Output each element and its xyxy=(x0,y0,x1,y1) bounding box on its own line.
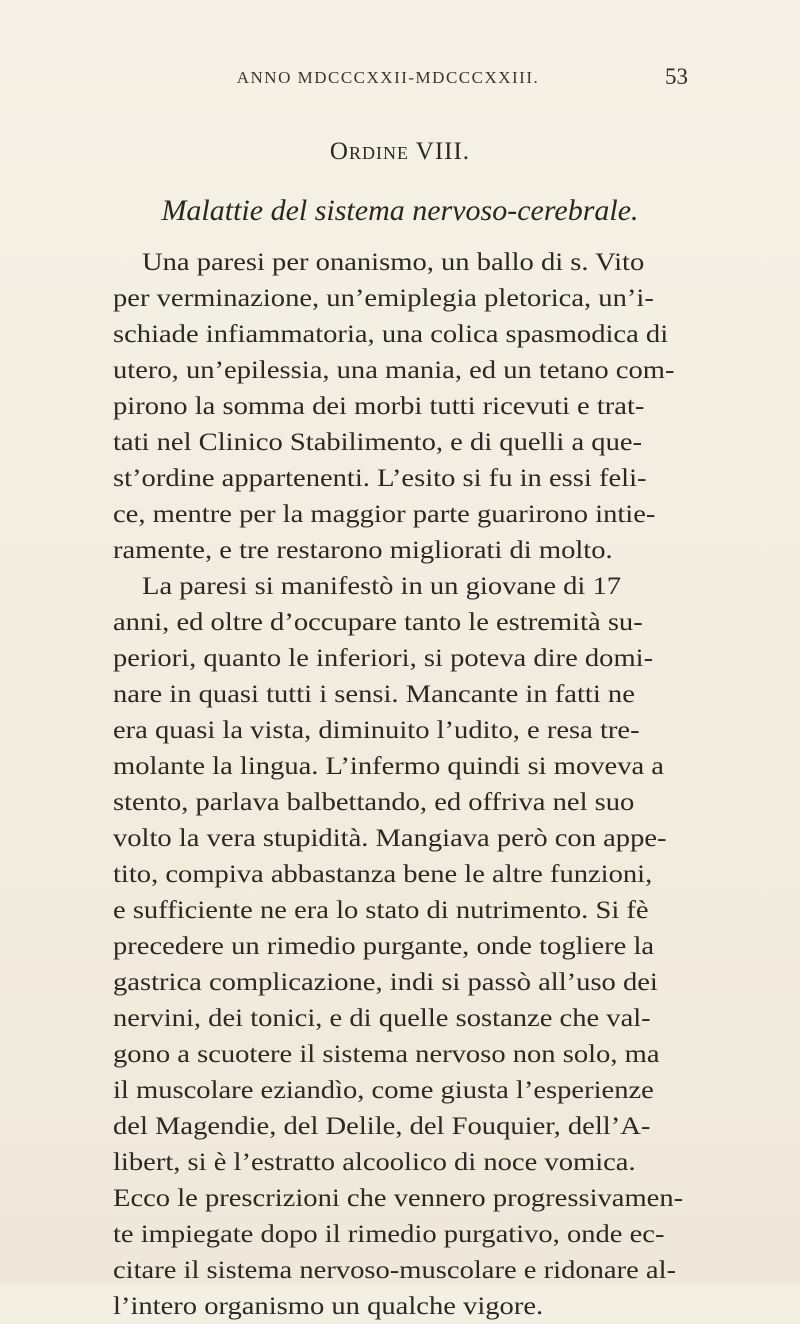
text-line: utero, un’epilessia, una mania, ed un tetano com- xyxy=(113,355,675,384)
text-line: citare il sistema nervoso-muscolare e ridonare al- xyxy=(113,1255,677,1284)
running-title: ANNO MDCCCXXII-MDCCCXXIII. xyxy=(236,68,540,87)
text-line: pirono la somma dei morbi tutti ricevuti e trat- xyxy=(113,391,645,420)
text-line: ramente, e tre restarono migliorati di molto. xyxy=(113,535,613,564)
text-line: libert, si è l’estratto alcoolico di noce vomica. xyxy=(113,1147,636,1176)
text-line: molante la lingua. L’infermo quindi si moveva a xyxy=(113,751,664,780)
text-line: nare in quasi tutti i sensi. Mancante in fatti ne xyxy=(113,679,635,708)
text-line: tati nel Clinico Stabilimento, e di quelli a que- xyxy=(113,427,643,456)
text-line: La paresi si manifestò in un giovane di 17 xyxy=(142,571,622,600)
text-line: gastrica complicazione, indi si passò all’uso dei xyxy=(113,967,658,996)
text-line: l’intero organismo un qualche vigore. xyxy=(113,1291,544,1320)
text-line: anni, ed oltre d’occupare tanto le estremità su- xyxy=(113,607,643,636)
text-line: st’ordine appartenenti. L’esito si fu in essi feli- xyxy=(113,463,647,492)
text-line: per verminazione, un’emiplegia pletorica, un’i- xyxy=(113,283,654,312)
text-line: stento, parlava balbettando, ed offriva nel suo xyxy=(113,787,635,816)
text-line: te impiegate dopo il rimedio purgativo, onde ec- xyxy=(113,1219,665,1248)
text-line: ce, mentre per la maggior parte guarirono intie- xyxy=(113,499,656,528)
text-line: era quasi la vista, diminuito l’udito, e resa tre- xyxy=(113,715,640,744)
text-line: il muscolare eziandìo, come giusta l’esperienze xyxy=(113,1075,654,1104)
text-line: periori, quanto le inferiori, si poteva dire domi- xyxy=(113,643,654,672)
text-line: nervini, dei tonici, e di quelle sostanze che val- xyxy=(113,1003,651,1032)
text-line: tito, compiva abbastanza bene le altre funzioni, xyxy=(113,859,653,888)
text-line: precedere un rimedio purgante, onde togliere la xyxy=(113,931,655,960)
running-head xyxy=(118,64,688,98)
page-number: 53 xyxy=(665,64,688,89)
text-line: gono a scuotere il sistema nervoso non solo, ma xyxy=(113,1039,660,1068)
text-line: volto la vera stupidità. Mangiava però con appe- xyxy=(113,823,667,852)
text-line: del Magendie, del Delile, del Fouquier, dell’A- xyxy=(113,1111,651,1140)
text-line: Ecco le prescrizioni che vennero progressivamen- xyxy=(113,1183,684,1212)
text-line: e sufficiente ne era lo stato di nutrimento. Si fè xyxy=(113,895,649,924)
text-line: Una paresi per onanismo, un ballo di s. Vito xyxy=(142,247,645,276)
order-heading: Ordine VIII. xyxy=(329,138,471,165)
text-line: schiade infiammatoria, una colica spasmodica di xyxy=(113,319,669,348)
section-heading: Malattie del sistema nervoso-cerebrale. xyxy=(161,194,639,227)
